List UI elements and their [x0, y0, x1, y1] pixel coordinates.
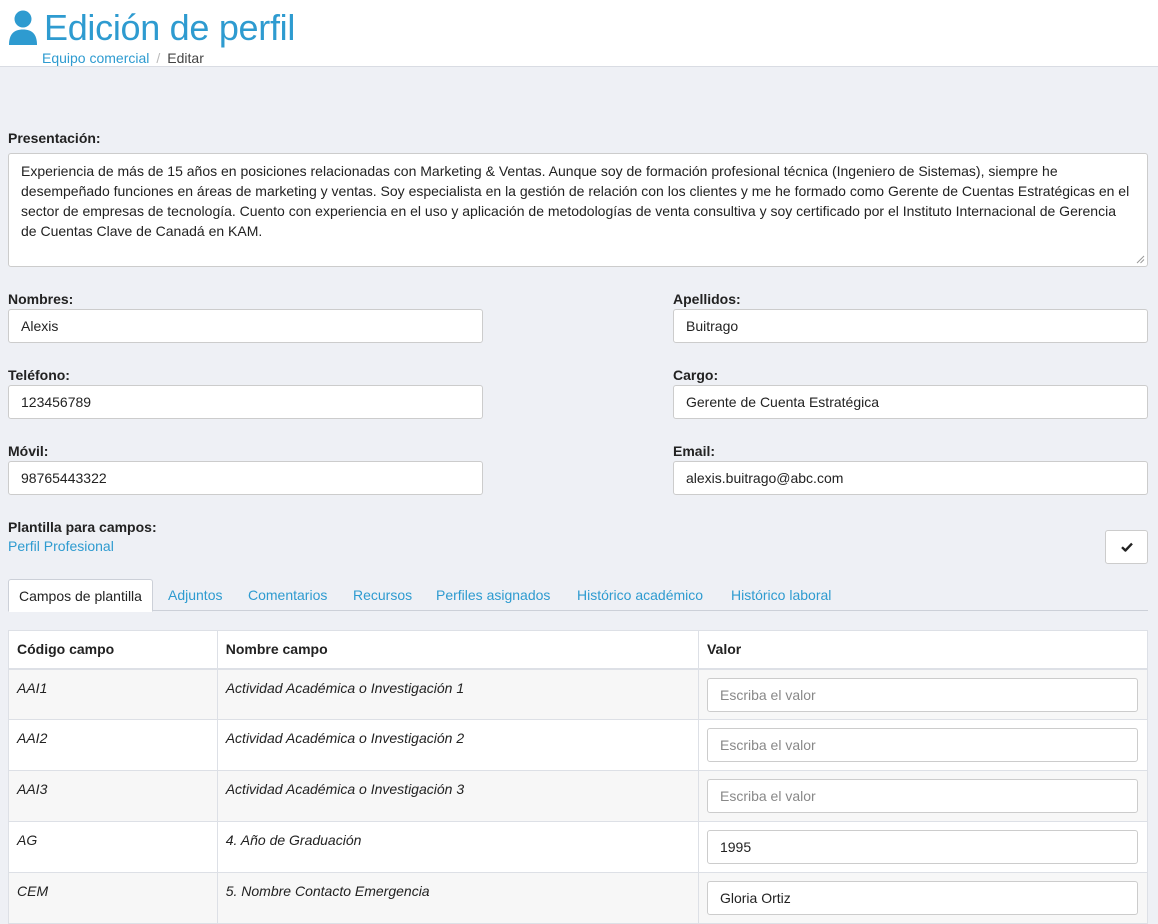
nombres-label: Nombres:: [8, 291, 74, 307]
resize-grip-icon[interactable]: [1136, 255, 1145, 264]
movil-input[interactable]: 98765443322: [8, 461, 483, 495]
tab-recursos[interactable]: Recursos: [353, 587, 413, 603]
template-fields-table: [8, 630, 1148, 924]
field-code: CEM: [9, 873, 218, 924]
breadcrumb: [42, 50, 204, 66]
field-value-cell: [698, 771, 1147, 822]
field-value-input[interactable]: Escriba el valor: [707, 728, 1138, 762]
table-row: [9, 822, 1148, 873]
apellidos-label: Apellidos:: [673, 291, 741, 307]
field-value-cell: [698, 822, 1147, 873]
template-link[interactable]: Perfil Profesional: [8, 538, 114, 554]
column-header-codigo: Código campo: [9, 631, 218, 669]
confirm-template-button[interactable]: [1105, 530, 1148, 564]
cargo-label: Cargo:: [673, 367, 719, 383]
tab-adjuntos[interactable]: Adjuntos: [168, 587, 223, 603]
field-name: 4. Año de Graduación: [217, 822, 698, 873]
tab-comentarios[interactable]: Comentarios: [248, 587, 328, 603]
breadcrumb-current: Editar: [167, 50, 204, 66]
tab-historico-laboral[interactable]: Histórico laboral: [731, 587, 832, 603]
template-label: Plantilla para campos:: [8, 519, 157, 535]
table-row: [9, 669, 1148, 720]
email-label: Email:: [673, 443, 716, 459]
tab-bar: [8, 579, 1148, 611]
page-header: [0, 0, 1158, 67]
field-value-input[interactable]: 1995: [707, 830, 1138, 864]
user-icon: [8, 9, 38, 47]
nombres-input[interactable]: Alexis: [8, 309, 483, 343]
cargo-input[interactable]: Gerente de Cuenta Estratégica: [673, 385, 1148, 419]
field-value-input[interactable]: Escriba el valor: [707, 678, 1138, 712]
field-name: Actividad Académica o Investigación 3: [217, 771, 698, 822]
field-name: 5. Nombre Contacto Emergencia: [217, 873, 698, 924]
field-value-cell: [698, 720, 1147, 771]
tab-historico-academico[interactable]: Histórico académico: [577, 587, 704, 603]
tab-campos-plantilla[interactable]: Campos de plantilla: [8, 579, 153, 612]
telefono-label: Teléfono:: [8, 367, 70, 383]
field-value-cell: [698, 669, 1147, 720]
page-title: [8, 6, 295, 50]
column-header-valor: Valor: [698, 631, 1147, 669]
telefono-input[interactable]: 123456789: [8, 385, 483, 419]
field-code: AAI3: [9, 771, 218, 822]
field-code: AG: [9, 822, 218, 873]
field-name: Actividad Académica o Investigación 2: [217, 720, 698, 771]
column-header-nombre: Nombre campo: [217, 631, 698, 669]
table-row: [9, 771, 1148, 822]
table-row: [9, 720, 1148, 771]
breadcrumb-separator: /: [156, 50, 161, 66]
tab-perfiles-asignados[interactable]: Perfiles asignados: [436, 587, 551, 603]
field-value-input[interactable]: Escriba el valor: [707, 779, 1138, 813]
page-title-text: Edición de perfil: [44, 7, 296, 48]
breadcrumb-link-equipo[interactable]: Equipo comercial: [42, 50, 150, 66]
table-header-row: [9, 631, 1148, 669]
table-row: [9, 873, 1148, 924]
presentation-text: Experiencia de más de 15 años en posiciones relacionadas con Marketing & Ventas. Aunque soy de formación profesional técnica (Ingeniero de Sistemas), siempre he desempeñado funciones en áreas de marketing y ventas. Soy especialista en la gestión de relación con los clientes y me he formado como Gerente de Cuentas Estratégicas en el sector de empresas de tecnología. Cuento con experiencia en el uso y aplicación de metodologías de venta consultiva y soy certificado por el Instituto Internacional de Gerencia de Cuentas Clave de Canadá en KAM.: [21, 163, 1130, 239]
apellidos-input[interactable]: Buitrago: [673, 309, 1148, 343]
movil-label: Móvil:: [8, 443, 49, 459]
field-code: AAI2: [9, 720, 218, 771]
field-value-cell: [698, 873, 1147, 924]
field-value-input[interactable]: Gloria Ortiz: [707, 881, 1138, 915]
presentation-textarea[interactable]: [8, 153, 1148, 267]
check-icon: [1121, 542, 1133, 552]
email-input[interactable]: alexis.buitrago@abc.com: [673, 461, 1148, 495]
field-name: Actividad Académica o Investigación 1: [217, 669, 698, 720]
field-code: AAI1: [9, 669, 218, 720]
presentation-label: Presentación:: [8, 130, 101, 146]
